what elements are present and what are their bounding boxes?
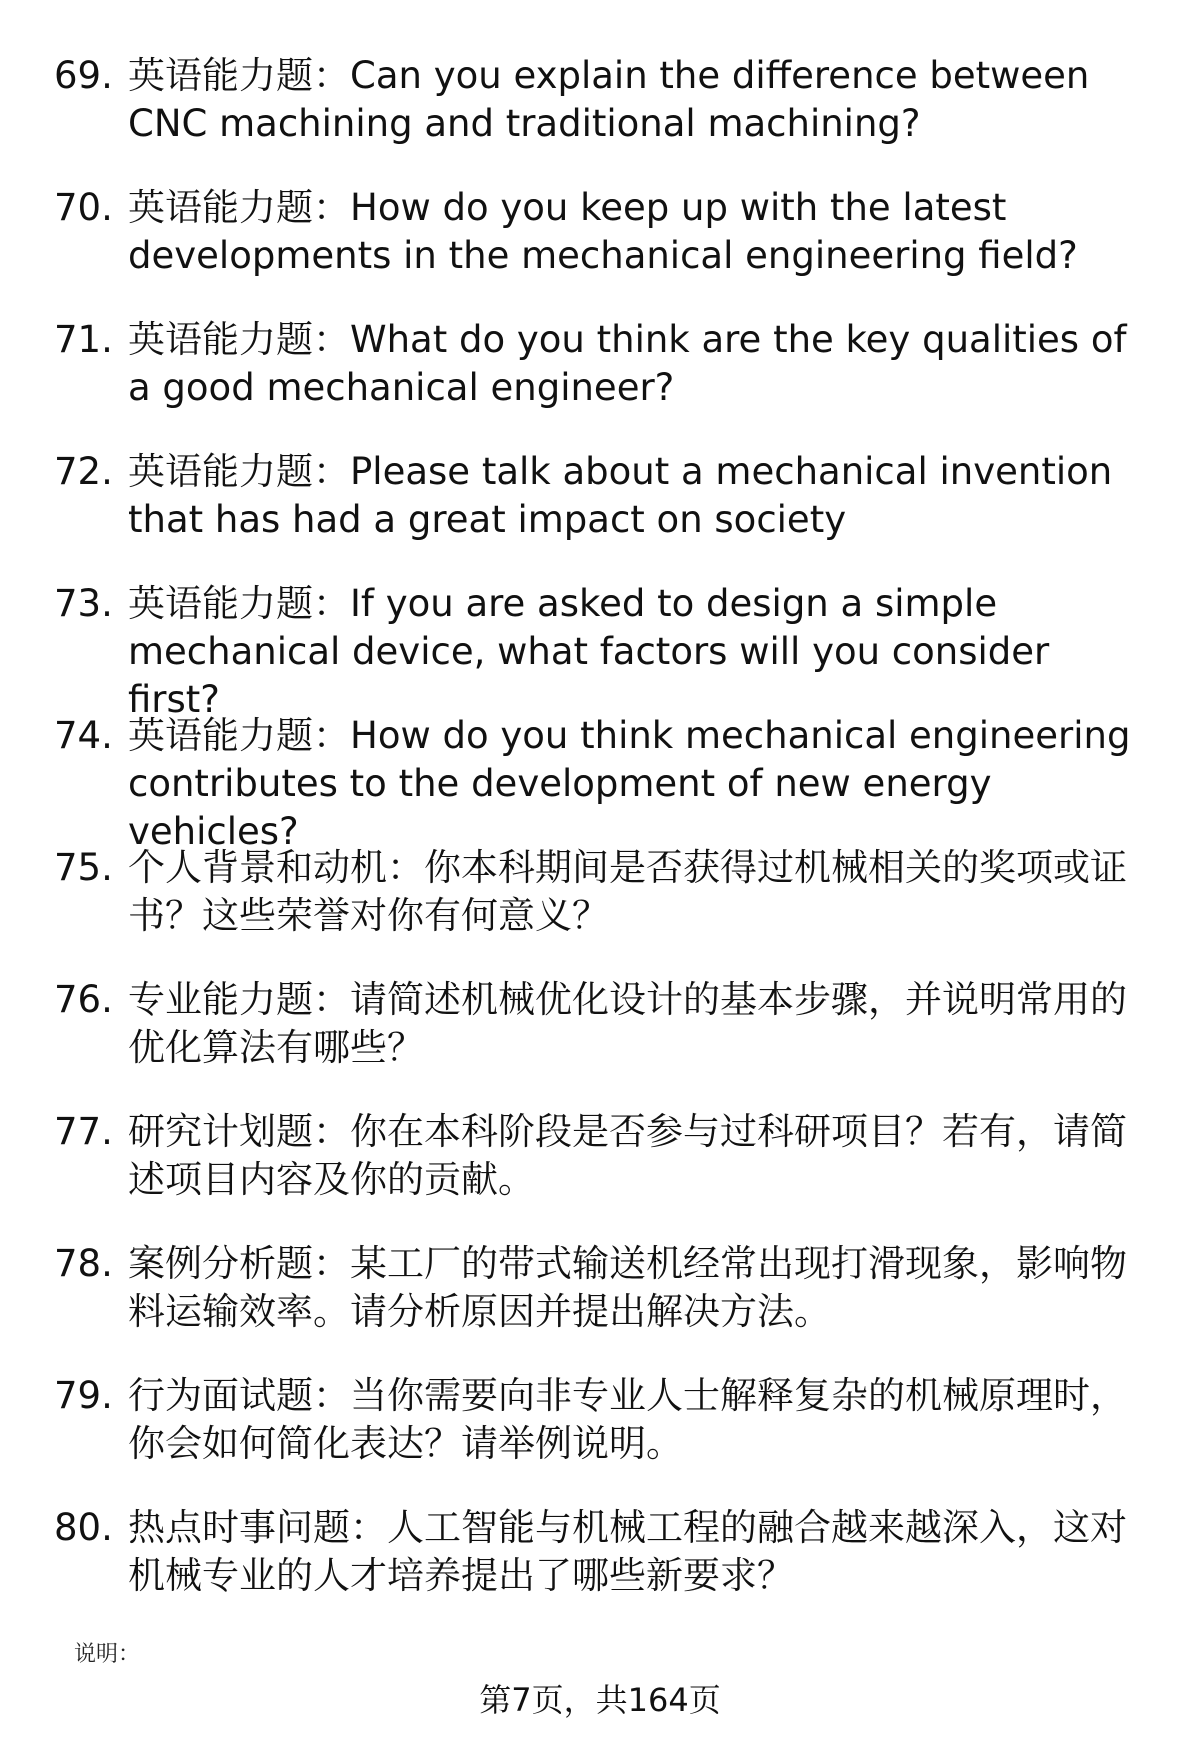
question-item	[0, 1504, 1200, 1636]
question-item	[0, 1372, 1200, 1504]
question-item	[0, 316, 1200, 448]
question-text: 案例分析题：某工厂的带式输送机经常出现打滑现象，影响物料运输效率。请分析原因并提出解决方法。	[128, 1242, 1127, 1333]
question-item	[0, 184, 1200, 316]
question-item	[0, 52, 1200, 184]
question-item	[0, 712, 1200, 853]
question-number: 75.	[54, 846, 113, 889]
question-number: 72.	[54, 450, 113, 493]
question-item	[0, 580, 1200, 721]
question-text: 英语能力题：Can you explain the difference between CNC machining and traditional machining?	[128, 54, 1090, 145]
question-item	[0, 1108, 1200, 1240]
question-item	[0, 976, 1200, 1108]
question-text: 个人背景和动机：你本科期间是否获得过机械相关的奖项或证书？这些荣誉对你有何意义？	[128, 846, 1127, 937]
question-number: 73.	[54, 582, 113, 625]
question-text: 英语能力题：How do you think mechanical engineering contributes to the development of new energy vehicles?	[128, 714, 1131, 853]
question-number: 76.	[54, 978, 113, 1021]
note-label: 说明：	[74, 1642, 141, 1667]
question-item	[0, 1240, 1200, 1372]
question-text: 英语能力题：How do you keep up with the latest developments in the mechanical engineering field?	[128, 186, 1078, 277]
question-list	[0, 52, 1200, 1636]
question-text: 热点时事问题：人工智能与机械工程的融合越来越深入，这对机械专业的人才培养提出了哪些新要求？	[128, 1506, 1127, 1597]
question-text: 行为面试题：当你需要向非专业人士解释复杂的机械原理时，你会如何简化表达？请举例说明。	[128, 1374, 1127, 1465]
question-number: 71.	[54, 318, 113, 361]
question-item	[0, 448, 1200, 580]
question-number: 77.	[54, 1110, 113, 1153]
question-number: 70.	[54, 186, 113, 229]
question-number: 78.	[54, 1242, 113, 1285]
question-number: 80.	[54, 1506, 113, 1549]
question-text: 专业能力题：请简述机械优化设计的基本步骤，并说明常用的优化算法有哪些？	[128, 978, 1127, 1069]
question-text: 英语能力题：Please talk about a mechanical invention that has had a great impact on society	[128, 450, 1113, 541]
question-number: 69.	[54, 54, 113, 97]
question-number: 79.	[54, 1374, 113, 1417]
page-footer: 第7页，共164页	[479, 1681, 721, 1719]
question-number: 74.	[54, 714, 113, 757]
question-text: 英语能力题：If you are asked to design a simple mechanical device, what factors will you consider first?	[128, 582, 1050, 721]
question-text: 研究计划题：你在本科阶段是否参与过科研项目？若有，请简述项目内容及你的贡献。	[128, 1110, 1127, 1201]
question-text: 英语能力题：What do you think are the key qualities of a good mechanical engineer?	[128, 318, 1127, 409]
question-item	[0, 844, 1200, 976]
